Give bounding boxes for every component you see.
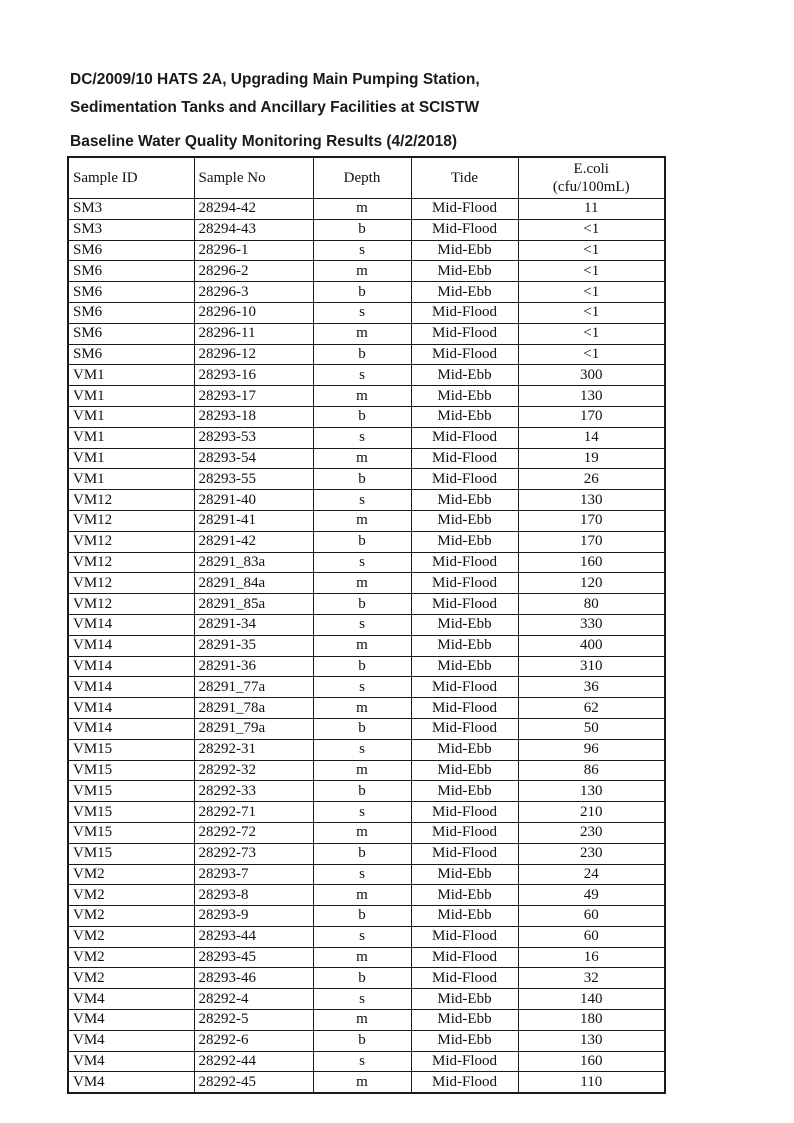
cell-sample-id: VM12 bbox=[68, 552, 194, 573]
cell-sample-no: 28293-55 bbox=[194, 469, 313, 490]
col-header-label: Sample No bbox=[198, 170, 266, 186]
cell-sample-no: 28291_78a bbox=[194, 698, 313, 719]
cell-sample-no: 28291-41 bbox=[194, 510, 313, 531]
cell-ecoli: 130 bbox=[518, 490, 665, 511]
table-row bbox=[68, 344, 665, 365]
cell-tide: Mid-Flood bbox=[411, 323, 518, 344]
cell-ecoli: 16 bbox=[518, 947, 665, 968]
cell-tide: Mid-Flood bbox=[411, 594, 518, 615]
cell-tide: Mid-Flood bbox=[411, 219, 518, 240]
table-row bbox=[68, 1051, 665, 1072]
cell-sample-id: VM15 bbox=[68, 739, 194, 760]
table-row bbox=[68, 635, 665, 656]
cell-tide: Mid-Ebb bbox=[411, 781, 518, 802]
cell-sample-id: VM12 bbox=[68, 510, 194, 531]
cell-depth: s bbox=[313, 240, 411, 261]
cell-depth: s bbox=[313, 739, 411, 760]
cell-depth: m bbox=[313, 635, 411, 656]
cell-sample-no: 28292-6 bbox=[194, 1030, 313, 1051]
cell-sample-id: VM12 bbox=[68, 573, 194, 594]
cell-tide: Mid-Flood bbox=[411, 552, 518, 573]
col-header-sample-no bbox=[194, 157, 313, 199]
col-header-unit: (cfu/100mL) bbox=[552, 179, 630, 195]
table-row bbox=[68, 1010, 665, 1031]
table-row bbox=[68, 510, 665, 531]
cell-depth: m bbox=[313, 947, 411, 968]
cell-tide: Mid-Ebb bbox=[411, 490, 518, 511]
cell-sample-no: 28294-42 bbox=[194, 199, 313, 220]
table-row bbox=[68, 718, 665, 739]
cell-sample-no: 28294-43 bbox=[194, 219, 313, 240]
cell-sample-id: VM2 bbox=[68, 885, 194, 906]
cell-depth: m bbox=[313, 573, 411, 594]
cell-tide: Mid-Ebb bbox=[411, 906, 518, 927]
cell-sample-id: VM2 bbox=[68, 926, 194, 947]
cell-ecoli: 170 bbox=[518, 406, 665, 427]
table-row bbox=[68, 448, 665, 469]
cell-depth: b bbox=[313, 968, 411, 989]
cell-sample-no: 28291-35 bbox=[194, 635, 313, 656]
cell-sample-no: 28291_79a bbox=[194, 718, 313, 739]
table-row bbox=[68, 199, 665, 220]
cell-ecoli: 32 bbox=[518, 968, 665, 989]
cell-tide: Mid-Ebb bbox=[411, 635, 518, 656]
cell-depth: b bbox=[313, 469, 411, 490]
cell-sample-no: 28292-72 bbox=[194, 822, 313, 843]
cell-ecoli: 400 bbox=[518, 635, 665, 656]
cell-tide: Mid-Ebb bbox=[411, 989, 518, 1010]
cell-sample-id: VM1 bbox=[68, 406, 194, 427]
cell-sample-no: 28293-9 bbox=[194, 906, 313, 927]
cell-tide: Mid-Flood bbox=[411, 469, 518, 490]
cell-sample-id: VM14 bbox=[68, 677, 194, 698]
table-row bbox=[68, 282, 665, 303]
cell-sample-no: 28292-73 bbox=[194, 843, 313, 864]
cell-depth: b bbox=[313, 282, 411, 303]
cell-sample-no: 28296-11 bbox=[194, 323, 313, 344]
cell-ecoli: 62 bbox=[518, 698, 665, 719]
cell-tide: Mid-Ebb bbox=[411, 1030, 518, 1051]
table-row bbox=[68, 594, 665, 615]
table-row bbox=[68, 698, 665, 719]
cell-tide: Mid-Flood bbox=[411, 448, 518, 469]
cell-depth: m bbox=[313, 510, 411, 531]
col-header-depth bbox=[313, 157, 411, 199]
cell-ecoli: 210 bbox=[518, 802, 665, 823]
cell-tide: Mid-Ebb bbox=[411, 885, 518, 906]
cell-ecoli: 230 bbox=[518, 843, 665, 864]
cell-sample-id: VM4 bbox=[68, 1072, 194, 1093]
cell-sample-id: VM14 bbox=[68, 656, 194, 677]
cell-ecoli: 130 bbox=[518, 781, 665, 802]
cell-sample-no: 28291-42 bbox=[194, 531, 313, 552]
cell-depth: s bbox=[313, 552, 411, 573]
cell-depth: s bbox=[313, 926, 411, 947]
cell-ecoli: <1 bbox=[518, 240, 665, 261]
cell-depth: b bbox=[313, 406, 411, 427]
cell-sample-id: VM12 bbox=[68, 594, 194, 615]
cell-sample-no: 28296-2 bbox=[194, 261, 313, 282]
table-row bbox=[68, 469, 665, 490]
cell-tide: Mid-Flood bbox=[411, 1072, 518, 1093]
cell-depth: b bbox=[313, 531, 411, 552]
table-row bbox=[68, 573, 665, 594]
cell-sample-id: VM4 bbox=[68, 1051, 194, 1072]
cell-tide: Mid-Flood bbox=[411, 718, 518, 739]
table-row bbox=[68, 614, 665, 635]
cell-tide: Mid-Ebb bbox=[411, 282, 518, 303]
table-row bbox=[68, 760, 665, 781]
cell-sample-id: VM14 bbox=[68, 635, 194, 656]
cell-sample-no: 28293-18 bbox=[194, 406, 313, 427]
cell-tide: Mid-Flood bbox=[411, 302, 518, 323]
cell-depth: s bbox=[313, 677, 411, 698]
cell-tide: Mid-Ebb bbox=[411, 739, 518, 760]
cell-ecoli: <1 bbox=[518, 261, 665, 282]
cell-sample-id: VM2 bbox=[68, 906, 194, 927]
cell-sample-no: 28293-54 bbox=[194, 448, 313, 469]
col-header-label: Depth bbox=[343, 170, 381, 186]
document-title-line2: Sedimentation Tanks and Ancillary Facilities at SCISTW bbox=[70, 99, 480, 116]
cell-tide: Mid-Flood bbox=[411, 947, 518, 968]
cell-ecoli: 60 bbox=[518, 906, 665, 927]
cell-sample-id: VM2 bbox=[68, 864, 194, 885]
cell-tide: Mid-Ebb bbox=[411, 261, 518, 282]
cell-ecoli: 160 bbox=[518, 1051, 665, 1072]
table-row bbox=[68, 386, 665, 407]
cell-sample-id: VM2 bbox=[68, 968, 194, 989]
cell-sample-no: 28293-46 bbox=[194, 968, 313, 989]
cell-depth: m bbox=[313, 1010, 411, 1031]
cell-sample-no: 28292-71 bbox=[194, 802, 313, 823]
cell-ecoli: <1 bbox=[518, 219, 665, 240]
table-row bbox=[68, 365, 665, 386]
cell-sample-id: VM15 bbox=[68, 760, 194, 781]
cell-sample-no: 28296-10 bbox=[194, 302, 313, 323]
cell-sample-id: VM1 bbox=[68, 469, 194, 490]
cell-sample-id: VM4 bbox=[68, 1010, 194, 1031]
cell-ecoli: 160 bbox=[518, 552, 665, 573]
cell-ecoli: 300 bbox=[518, 365, 665, 386]
cell-depth: m bbox=[313, 323, 411, 344]
cell-sample-no: 28296-3 bbox=[194, 282, 313, 303]
cell-ecoli: 86 bbox=[518, 760, 665, 781]
cell-sample-no: 28291-36 bbox=[194, 656, 313, 677]
table-row bbox=[68, 240, 665, 261]
cell-sample-id: VM14 bbox=[68, 718, 194, 739]
table-row bbox=[68, 781, 665, 802]
cell-sample-no: 28291_77a bbox=[194, 677, 313, 698]
cell-tide: Mid-Flood bbox=[411, 926, 518, 947]
col-header-ecoli bbox=[518, 157, 665, 199]
cell-ecoli: <1 bbox=[518, 282, 665, 303]
table-row bbox=[68, 843, 665, 864]
cell-sample-no: 28292-4 bbox=[194, 989, 313, 1010]
cell-sample-no: 28296-1 bbox=[194, 240, 313, 261]
cell-tide: Mid-Ebb bbox=[411, 656, 518, 677]
cell-tide: Mid-Flood bbox=[411, 802, 518, 823]
cell-tide: Mid-Ebb bbox=[411, 614, 518, 635]
cell-sample-id: SM6 bbox=[68, 240, 194, 261]
table-row bbox=[68, 802, 665, 823]
cell-depth: s bbox=[313, 302, 411, 323]
cell-ecoli: 50 bbox=[518, 718, 665, 739]
cell-depth: m bbox=[313, 822, 411, 843]
cell-depth: b bbox=[313, 781, 411, 802]
cell-sample-no: 28291_85a bbox=[194, 594, 313, 615]
cell-sample-no: 28293-17 bbox=[194, 386, 313, 407]
table-row bbox=[68, 926, 665, 947]
cell-sample-id: SM3 bbox=[68, 219, 194, 240]
cell-sample-id: VM1 bbox=[68, 427, 194, 448]
cell-sample-id: VM4 bbox=[68, 1030, 194, 1051]
cell-ecoli: 96 bbox=[518, 739, 665, 760]
cell-depth: m bbox=[313, 199, 411, 220]
cell-depth: b bbox=[313, 843, 411, 864]
cell-sample-id: SM3 bbox=[68, 199, 194, 220]
cell-tide: Mid-Ebb bbox=[411, 510, 518, 531]
cell-depth: b bbox=[313, 718, 411, 739]
table-row bbox=[68, 261, 665, 282]
col-header-label: E.coli bbox=[573, 161, 609, 177]
table-row bbox=[68, 323, 665, 344]
table-row bbox=[68, 531, 665, 552]
cell-ecoli: 110 bbox=[518, 1072, 665, 1093]
cell-tide: Mid-Flood bbox=[411, 968, 518, 989]
cell-ecoli: 49 bbox=[518, 885, 665, 906]
cell-ecoli: 19 bbox=[518, 448, 665, 469]
cell-sample-id: VM15 bbox=[68, 822, 194, 843]
col-header-label: Sample ID bbox=[73, 170, 138, 186]
table-header-row bbox=[68, 157, 665, 199]
cell-ecoli: 310 bbox=[518, 656, 665, 677]
cell-sample-no: 28292-45 bbox=[194, 1072, 313, 1093]
table-row bbox=[68, 885, 665, 906]
cell-ecoli: <1 bbox=[518, 302, 665, 323]
table-row bbox=[68, 406, 665, 427]
cell-sample-id: VM1 bbox=[68, 386, 194, 407]
cell-tide: Mid-Ebb bbox=[411, 240, 518, 261]
col-header-tide bbox=[411, 157, 518, 199]
cell-depth: b bbox=[313, 219, 411, 240]
cell-depth: m bbox=[313, 261, 411, 282]
cell-sample-id: VM12 bbox=[68, 490, 194, 511]
cell-sample-no: 28293-53 bbox=[194, 427, 313, 448]
table-row bbox=[68, 906, 665, 927]
cell-ecoli: 14 bbox=[518, 427, 665, 448]
cell-depth: b bbox=[313, 344, 411, 365]
table-row bbox=[68, 302, 665, 323]
cell-ecoli: 330 bbox=[518, 614, 665, 635]
cell-ecoli: 24 bbox=[518, 864, 665, 885]
cell-sample-no: 28292-5 bbox=[194, 1010, 313, 1031]
col-header-label: Tide bbox=[451, 170, 478, 186]
cell-sample-no: 28291-40 bbox=[194, 490, 313, 511]
table-row bbox=[68, 552, 665, 573]
cell-sample-no: 28293-16 bbox=[194, 365, 313, 386]
cell-tide: Mid-Ebb bbox=[411, 864, 518, 885]
cell-sample-no: 28291_84a bbox=[194, 573, 313, 594]
cell-tide: Mid-Flood bbox=[411, 677, 518, 698]
cell-tide: Mid-Ebb bbox=[411, 531, 518, 552]
cell-depth: b bbox=[313, 656, 411, 677]
cell-tide: Mid-Flood bbox=[411, 427, 518, 448]
cell-sample-no: 28293-8 bbox=[194, 885, 313, 906]
cell-tide: Mid-Flood bbox=[411, 698, 518, 719]
cell-tide: Mid-Flood bbox=[411, 573, 518, 594]
cell-sample-no: 28292-44 bbox=[194, 1051, 313, 1072]
table-row bbox=[68, 739, 665, 760]
cell-sample-no: 28293-7 bbox=[194, 864, 313, 885]
cell-sample-id: VM14 bbox=[68, 698, 194, 719]
table-row bbox=[68, 677, 665, 698]
cell-depth: m bbox=[313, 760, 411, 781]
cell-sample-id: VM15 bbox=[68, 843, 194, 864]
table-row bbox=[68, 947, 665, 968]
cell-tide: Mid-Ebb bbox=[411, 1010, 518, 1031]
cell-ecoli: 26 bbox=[518, 469, 665, 490]
cell-ecoli: <1 bbox=[518, 344, 665, 365]
cell-ecoli: 230 bbox=[518, 822, 665, 843]
table-row bbox=[68, 656, 665, 677]
cell-depth: b bbox=[313, 594, 411, 615]
table-row bbox=[68, 490, 665, 511]
cell-tide: Mid-Flood bbox=[411, 843, 518, 864]
cell-ecoli: 36 bbox=[518, 677, 665, 698]
cell-sample-id: VM15 bbox=[68, 802, 194, 823]
cell-tide: Mid-Ebb bbox=[411, 406, 518, 427]
water-quality-table bbox=[67, 156, 666, 1094]
cell-sample-id: VM15 bbox=[68, 781, 194, 802]
cell-tide: Mid-Flood bbox=[411, 822, 518, 843]
cell-sample-id: VM12 bbox=[68, 531, 194, 552]
table-row bbox=[68, 219, 665, 240]
cell-depth: s bbox=[313, 802, 411, 823]
cell-depth: b bbox=[313, 906, 411, 927]
cell-sample-id: SM6 bbox=[68, 261, 194, 282]
cell-sample-no: 28291-34 bbox=[194, 614, 313, 635]
cell-sample-id: VM1 bbox=[68, 448, 194, 469]
table-row bbox=[68, 864, 665, 885]
cell-depth: m bbox=[313, 1072, 411, 1093]
cell-tide: Mid-Flood bbox=[411, 1051, 518, 1072]
cell-sample-no: 28292-32 bbox=[194, 760, 313, 781]
cell-sample-no: 28292-31 bbox=[194, 739, 313, 760]
cell-depth: s bbox=[313, 365, 411, 386]
cell-sample-id: SM6 bbox=[68, 302, 194, 323]
cell-depth: m bbox=[313, 448, 411, 469]
cell-ecoli: 170 bbox=[518, 510, 665, 531]
cell-depth: m bbox=[313, 885, 411, 906]
cell-depth: s bbox=[313, 614, 411, 635]
cell-ecoli: 11 bbox=[518, 199, 665, 220]
cell-sample-no: 28293-44 bbox=[194, 926, 313, 947]
cell-ecoli: 60 bbox=[518, 926, 665, 947]
cell-tide: Mid-Ebb bbox=[411, 760, 518, 781]
cell-sample-id: VM1 bbox=[68, 365, 194, 386]
table-caption: Baseline Water Quality Monitoring Results (4/2/2018) bbox=[70, 133, 458, 150]
col-header-sample-id bbox=[68, 157, 194, 199]
cell-depth: s bbox=[313, 864, 411, 885]
cell-sample-id: SM6 bbox=[68, 282, 194, 303]
table-row bbox=[68, 968, 665, 989]
cell-ecoli: 130 bbox=[518, 386, 665, 407]
cell-depth: m bbox=[313, 386, 411, 407]
cell-ecoli: 120 bbox=[518, 573, 665, 594]
cell-ecoli: 80 bbox=[518, 594, 665, 615]
cell-sample-id: SM6 bbox=[68, 323, 194, 344]
cell-tide: Mid-Flood bbox=[411, 344, 518, 365]
cell-sample-id: VM4 bbox=[68, 989, 194, 1010]
cell-depth: s bbox=[313, 1051, 411, 1072]
cell-ecoli: 170 bbox=[518, 531, 665, 552]
cell-sample-no: 28293-45 bbox=[194, 947, 313, 968]
cell-sample-id: VM2 bbox=[68, 947, 194, 968]
cell-tide: Mid-Ebb bbox=[411, 386, 518, 407]
cell-depth: s bbox=[313, 427, 411, 448]
cell-depth: m bbox=[313, 698, 411, 719]
cell-depth: s bbox=[313, 490, 411, 511]
cell-ecoli: 180 bbox=[518, 1010, 665, 1031]
cell-ecoli: 140 bbox=[518, 989, 665, 1010]
cell-sample-id: VM14 bbox=[68, 614, 194, 635]
cell-tide: Mid-Ebb bbox=[411, 365, 518, 386]
cell-depth: b bbox=[313, 1030, 411, 1051]
table-row bbox=[68, 427, 665, 448]
table-row bbox=[68, 989, 665, 1010]
table-row bbox=[68, 1072, 665, 1093]
cell-sample-no: 28292-33 bbox=[194, 781, 313, 802]
document-title-line1: DC/2009/10 HATS 2A, Upgrading Main Pumping Station, bbox=[70, 71, 480, 88]
cell-tide: Mid-Flood bbox=[411, 199, 518, 220]
cell-depth: s bbox=[313, 989, 411, 1010]
cell-sample-id: SM6 bbox=[68, 344, 194, 365]
cell-ecoli: <1 bbox=[518, 323, 665, 344]
cell-ecoli: 130 bbox=[518, 1030, 665, 1051]
table-row bbox=[68, 1030, 665, 1051]
cell-sample-no: 28291_83a bbox=[194, 552, 313, 573]
document-title bbox=[70, 66, 480, 122]
table-row bbox=[68, 822, 665, 843]
cell-sample-no: 28296-12 bbox=[194, 344, 313, 365]
